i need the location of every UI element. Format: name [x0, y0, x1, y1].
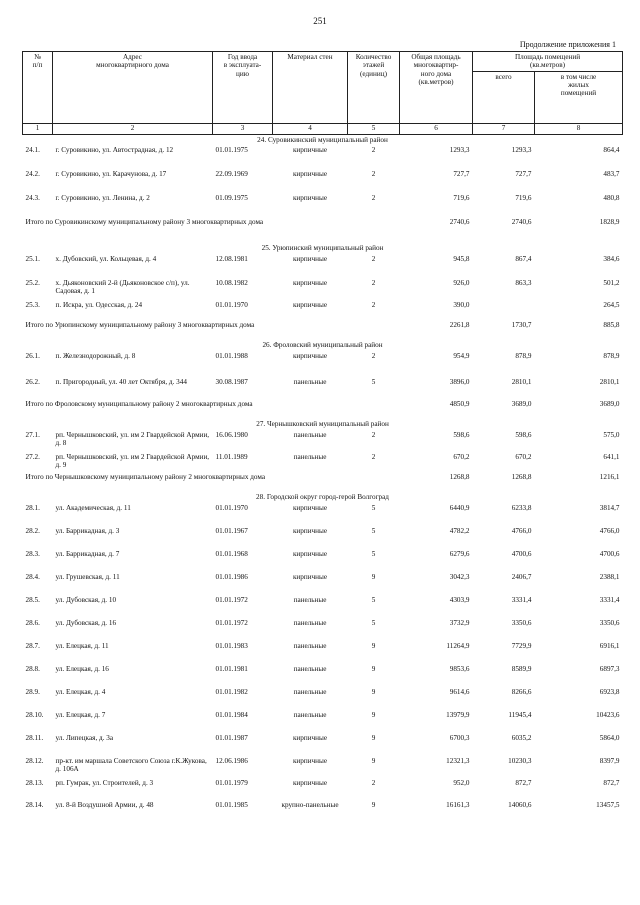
- table-row: [23, 572, 623, 595]
- floors-count: 2: [371, 301, 376, 310]
- wall-material: кирпичные: [292, 255, 328, 264]
- address: г. Суровикино, ул. Карачунова, д. 17: [55, 170, 167, 179]
- address: ул. Елецкая, д. 16: [55, 665, 109, 674]
- table-row: [23, 756, 623, 778]
- premises-living: 2810,1: [599, 378, 620, 387]
- commission-date: 01.01.1986: [215, 573, 248, 582]
- section-row: [23, 134, 623, 145]
- address: пр-кт. им маршала Советского Союза г.К.Жукова, д. 106А: [55, 757, 207, 774]
- table-row: [23, 641, 623, 664]
- total-area: 3896,0: [449, 378, 470, 387]
- address: х. Дьяконовский 2-й (Дьяконовское с/п), ул. Садовая, д. 1: [55, 279, 190, 296]
- address: п. Искра, ул. Одесская, д. 24: [55, 301, 143, 310]
- commission-date: 11.01.1989: [215, 453, 248, 462]
- commission-date: 01.01.1972: [215, 596, 248, 605]
- premises-all: 3689,0: [511, 400, 532, 409]
- total-area: 9614,6: [449, 688, 470, 697]
- premises-living: 384,6: [603, 255, 620, 264]
- header-index: 5: [348, 123, 400, 134]
- table-row: [23, 300, 623, 320]
- total-area: 390,0: [453, 301, 470, 310]
- address: ул. Грушевская, д. 11: [55, 573, 120, 582]
- premises-all: 598,6: [515, 431, 532, 440]
- premises-living: 8397,9: [599, 757, 620, 766]
- section-title: 27. Чернышковский муниципальный район: [256, 420, 389, 429]
- commission-date: 22.09.1969: [215, 170, 248, 179]
- floors-count: 9: [371, 734, 376, 743]
- premises-living: 501,2: [603, 279, 620, 288]
- premises-all: 719,6: [515, 194, 532, 203]
- header-premises-all: всего: [473, 71, 535, 123]
- total-area: 954,9: [453, 352, 470, 361]
- wall-material: кирпичные: [292, 734, 328, 743]
- table-row: [23, 595, 623, 618]
- commission-date: 12.08.1981: [215, 255, 248, 264]
- premises-living: 872,7: [603, 779, 620, 788]
- premises-all: 6035,2: [511, 734, 532, 743]
- commission-date: 01.01.1987: [215, 734, 248, 743]
- commission-date: 01.01.1970: [215, 504, 248, 513]
- wall-material: кирпичные: [292, 194, 328, 203]
- premises-living: 3350,6: [599, 619, 620, 628]
- address: ул. Академическая, д. 11: [55, 504, 131, 513]
- premises-all: 1268,8: [511, 473, 532, 482]
- total-label: Итого по Урюпинскому муниципальному району 3 многоквартирных дома: [25, 321, 255, 330]
- row-number: 28.2.: [25, 527, 40, 536]
- wall-material: панельные: [293, 688, 327, 697]
- address: ул. Липецкая, д. 3а: [55, 734, 114, 743]
- address: ул. Дубовская, д. 10: [55, 596, 117, 605]
- apartment-buildings-table: [22, 51, 623, 822]
- table-body: [23, 134, 623, 822]
- total-area: 4782,2: [449, 527, 470, 536]
- commission-date: 01.01.1988: [215, 352, 248, 361]
- wall-material: панельные: [293, 711, 327, 720]
- wall-material: кирпичные: [292, 504, 328, 513]
- table-row: [23, 278, 623, 300]
- premises-all: 7729,9: [511, 642, 532, 651]
- premises-living: 864,4: [603, 146, 620, 155]
- section-title: 25. Урюпинский муниципальный район: [261, 244, 384, 253]
- premises-all: 11945,4: [508, 711, 532, 720]
- premises-all: 14060,6: [508, 801, 532, 810]
- total-row: [23, 320, 623, 340]
- wall-material: панельные: [293, 619, 327, 628]
- table-row: [23, 145, 623, 169]
- wall-material: кирпичные: [292, 757, 328, 766]
- address: п. Пригородный, ул. 40 лет Октября, д. 344: [55, 378, 187, 387]
- total-label: Итого по Суровикинскому муниципальному району 3 многоквартирных дома: [25, 218, 264, 227]
- total-area: 6440,9: [449, 504, 470, 513]
- floors-count: 9: [371, 573, 376, 582]
- total-label: Итого по Чернышковскому муниципальному району 2 многоквартирных дома: [25, 473, 266, 482]
- premises-living: 483,7: [603, 170, 620, 179]
- total-area: 16161,3: [446, 801, 470, 810]
- premises-all: 1730,7: [511, 321, 532, 330]
- floors-count: 5: [371, 378, 376, 387]
- premises-living: 1216,1: [599, 473, 620, 482]
- section-title: 26. Фроловский муниципальный район: [262, 341, 383, 350]
- premises-all: 872,7: [515, 779, 532, 788]
- row-number: 27.1.: [25, 431, 40, 440]
- total-area: 12321,3: [446, 757, 470, 766]
- row-number: 24.2.: [25, 170, 40, 179]
- row-number: 28.5.: [25, 596, 40, 605]
- row-number: 28.7.: [25, 642, 40, 651]
- total-area: 727,7: [453, 170, 470, 179]
- premises-living: 3331,4: [599, 596, 620, 605]
- premises-living: 4766,0: [599, 527, 620, 536]
- section-row: [23, 340, 623, 351]
- commission-date: 01.01.1984: [215, 711, 248, 720]
- floors-count: 2: [371, 170, 376, 179]
- header-index: 4: [273, 123, 348, 134]
- premises-all: 8589,9: [511, 665, 532, 674]
- page-number: 251: [313, 16, 327, 26]
- floors-count: 5: [371, 527, 376, 536]
- floors-count: 2: [371, 453, 376, 462]
- commission-date: 01.01.1967: [215, 527, 248, 536]
- commission-date: 01.01.1975: [215, 146, 248, 155]
- commission-date: 30.08.1987: [215, 378, 248, 387]
- address: ул. 8-й Воздушной Армии, д. 48: [55, 801, 154, 810]
- commission-date: 01.01.1972: [215, 619, 248, 628]
- table-row: [23, 430, 623, 452]
- row-number: 28.6.: [25, 619, 40, 628]
- continuation-note: Продолжение приложения 1: [519, 40, 616, 49]
- floors-count: 5: [371, 550, 376, 559]
- floors-count: 5: [371, 619, 376, 628]
- premises-all: 4766,0: [511, 527, 532, 536]
- total-area: 719,6: [453, 194, 470, 203]
- premises-living: 3814,7: [599, 504, 620, 513]
- table-row: [23, 452, 623, 472]
- premises-all: [473, 300, 535, 320]
- header-index: 2: [53, 123, 213, 134]
- floors-count: 9: [371, 801, 376, 810]
- table-row: [23, 800, 623, 822]
- floors-count: 9: [371, 665, 376, 674]
- commission-date: 16.06.1980: [215, 431, 248, 440]
- premises-all: 670,2: [515, 453, 532, 462]
- header-premises-area: Площадь помещений (кв.метров): [473, 52, 623, 72]
- wall-material: кирпичные: [292, 573, 328, 582]
- total-row: [23, 472, 623, 492]
- total-area: 1268,8: [449, 473, 470, 482]
- row-number: 28.11.: [25, 734, 44, 743]
- floors-count: 9: [371, 642, 376, 651]
- header-year: Год ввода в эксплуата- цию: [213, 52, 273, 124]
- total-area: 3042,3: [449, 573, 470, 582]
- row-number: 27.2.: [25, 453, 40, 462]
- premises-living: 6897,3: [599, 665, 620, 674]
- row-number: 24.1.: [25, 146, 40, 155]
- address: рп. Гумрак, ул. Строителей, д. 3: [55, 779, 154, 788]
- floors-count: 2: [371, 194, 376, 203]
- address: п. Железнодорожный, д. 8: [55, 352, 136, 361]
- floors-count: 2: [371, 431, 376, 440]
- address: ул. Елецкая, д. 4: [55, 688, 106, 697]
- premises-all: 3350,6: [511, 619, 532, 628]
- wall-material: кирпичные: [292, 527, 328, 536]
- commission-date: 01.01.1970: [215, 301, 248, 310]
- premises-living: 6916,1: [599, 642, 620, 651]
- row-number: 28.9.: [25, 688, 40, 697]
- row-number: 28.12.: [25, 757, 44, 766]
- premises-living: 575,0: [603, 431, 620, 440]
- total-area: 11264,9: [446, 642, 470, 651]
- row-number: 25.3.: [25, 301, 40, 310]
- wall-material: панельные: [293, 665, 327, 674]
- commission-date: 01.01.1982: [215, 688, 248, 697]
- table-row: [23, 169, 623, 193]
- floors-count: 9: [371, 688, 376, 697]
- header-index: 1: [23, 123, 53, 134]
- header-index: 3: [213, 123, 273, 134]
- premises-all: 10230,3: [508, 757, 532, 766]
- address: ул. Елецкая, д. 11: [55, 642, 109, 651]
- commission-date: 01.01.1968: [215, 550, 248, 559]
- table-row: [23, 254, 623, 278]
- table-row: [23, 687, 623, 710]
- table-row: [23, 710, 623, 733]
- row-number: 28.13.: [25, 779, 44, 788]
- commission-date: 01.01.1985: [215, 801, 248, 810]
- total-area: 2261,8: [449, 321, 470, 330]
- commission-date: 01.01.1981: [215, 665, 248, 674]
- floors-count: 2: [371, 146, 376, 155]
- floors-count: 2: [371, 352, 376, 361]
- total-area: 3732,9: [449, 619, 470, 628]
- header-index: 8: [535, 123, 623, 134]
- commission-date: 01.01.1979: [215, 779, 248, 788]
- premises-living: 878,9: [603, 352, 620, 361]
- row-number: 26.1.: [25, 352, 40, 361]
- row-number: 28.4.: [25, 573, 40, 582]
- row-number: 28.10.: [25, 711, 44, 720]
- section-row: [23, 492, 623, 503]
- table-row: [23, 618, 623, 641]
- premises-all: 1293,3: [511, 146, 532, 155]
- wall-material: панельные: [293, 453, 327, 462]
- wall-material: кирпичные: [292, 550, 328, 559]
- address: ул. Баррикадная, д. 7: [55, 550, 120, 559]
- total-area: 952,0: [453, 779, 470, 788]
- premises-all: 6233,8: [511, 504, 532, 513]
- total-area: 598,6: [453, 431, 470, 440]
- premises-all: 863,3: [515, 279, 532, 288]
- row-number: 28.3.: [25, 550, 40, 559]
- section-row: [23, 243, 623, 254]
- section-title: 28. Городской округ город-герой Волгоград: [256, 493, 389, 502]
- total-area: 6700,3: [449, 734, 470, 743]
- floors-count: 2: [371, 279, 376, 288]
- wall-material: панельные: [293, 642, 327, 651]
- total-row: [23, 217, 623, 243]
- total-area: 9853,6: [449, 665, 470, 674]
- commission-date: 10.08.1982: [215, 279, 248, 288]
- total-area: 4850,9: [449, 400, 470, 409]
- address: ул. Баррикадная, д. 3: [55, 527, 120, 536]
- address: г. Суровикино, ул. Ленина, д. 2: [55, 194, 150, 203]
- row-number: 25.1.: [25, 255, 40, 264]
- premises-living: 264,5: [603, 301, 620, 310]
- wall-material: кирпичные: [292, 352, 328, 361]
- premises-all: 727,7: [515, 170, 532, 179]
- commission-date: 01.09.1975: [215, 194, 248, 203]
- commission-date: 12.06.1986: [215, 757, 248, 766]
- table-row: [23, 778, 623, 800]
- header-material: Материал стен: [273, 52, 348, 124]
- table-row: [23, 377, 623, 399]
- total-label: Итого по Фроловскому муниципальному району 2 многоквартирных дома: [25, 400, 253, 409]
- table-row: [23, 526, 623, 549]
- premises-living: 885,8: [603, 321, 620, 330]
- premises-living: 2388,1: [599, 573, 620, 582]
- premises-living: 480,8: [603, 194, 620, 203]
- table-row: [23, 664, 623, 687]
- wall-material: панельные: [293, 378, 327, 387]
- premises-all: 867,4: [515, 255, 532, 264]
- wall-material: кирпичные: [292, 170, 328, 179]
- floors-count: 9: [371, 757, 376, 766]
- row-number: 28.14.: [25, 801, 44, 810]
- row-number: 25.2.: [25, 279, 40, 288]
- total-area: 2740,6: [449, 218, 470, 227]
- address: ул. Дубовская, д. 16: [55, 619, 117, 628]
- wall-material: кирпичные: [292, 301, 328, 310]
- row-number: 26.2.: [25, 378, 40, 387]
- row-number: 28.8.: [25, 665, 40, 674]
- wall-material: кирпичные: [292, 279, 328, 288]
- premises-living: 641,1: [603, 453, 620, 462]
- premises-all: 2740,6: [511, 218, 532, 227]
- floors-count: 2: [371, 779, 376, 788]
- commission-date: 01.01.1983: [215, 642, 248, 651]
- premises-living: 1828,9: [599, 218, 620, 227]
- wall-material: кирпичные: [292, 146, 328, 155]
- header-total-area: Общая площадь многоквартир- ного дома (кв.метров): [400, 52, 473, 124]
- premises-all: 878,9: [515, 352, 532, 361]
- total-area: 4303,9: [449, 596, 470, 605]
- table-row: [23, 549, 623, 572]
- table-row: [23, 351, 623, 377]
- premises-living: 3689,0: [599, 400, 620, 409]
- total-row: [23, 399, 623, 419]
- table-row: [23, 193, 623, 217]
- wall-material: кирпичные: [292, 779, 328, 788]
- total-area: 926,0: [453, 279, 470, 288]
- header-premises-living: в том числе жилых помещений: [535, 71, 623, 123]
- premises-all: 2810,1: [511, 378, 532, 387]
- address: рп. Чернышковский, ул. им 2 Гвардейской Армии, д. 8: [55, 431, 210, 448]
- floors-count: 9: [371, 711, 376, 720]
- floors-count: 5: [371, 504, 376, 513]
- floors-count: 2: [371, 255, 376, 264]
- wall-material: панельные: [293, 431, 327, 440]
- section-row: [23, 419, 623, 430]
- total-area: 13979,9: [446, 711, 470, 720]
- premises-living: 6923,8: [599, 688, 620, 697]
- premises-living: 10423,6: [596, 711, 620, 720]
- header-num: № п/п: [23, 52, 53, 124]
- wall-material: крупно-панельные: [281, 801, 339, 810]
- header-index: 7: [473, 123, 535, 134]
- total-area: 6279,6: [449, 550, 470, 559]
- floors-count: 5: [371, 596, 376, 605]
- premises-all: 8266,6: [511, 688, 532, 697]
- premises-all: 4700,6: [511, 550, 532, 559]
- address: х. Дубовский, ул. Кольцевая, д. 4: [55, 255, 157, 264]
- premises-all: 2406,7: [511, 573, 532, 582]
- address: г. Суровикино, ул. Автострадная, д. 12: [55, 146, 174, 155]
- premises-all: 3331,4: [511, 596, 532, 605]
- header-floors: Количество этажей (единиц): [348, 52, 400, 124]
- table-row: [23, 733, 623, 756]
- total-area: 670,2: [453, 453, 470, 462]
- row-number: 24.3.: [25, 194, 40, 203]
- header-index: 6: [400, 123, 473, 134]
- row-number: 28.1.: [25, 504, 40, 513]
- total-area: 1293,3: [449, 146, 470, 155]
- address: рп. Чернышковский, ул. им 2 Гвардейской Армии, д. 9: [55, 453, 210, 470]
- table-row: [23, 503, 623, 526]
- premises-living: 5864,0: [599, 734, 620, 743]
- section-title: 24. Суровикинский муниципальный район: [257, 135, 388, 144]
- wall-material: панельные: [293, 596, 327, 605]
- address: ул. Елецкая, д. 7: [55, 711, 106, 720]
- total-area: 945,8: [453, 255, 470, 264]
- header-address: Адрес многоквартирного дома: [53, 52, 213, 124]
- premises-living: 13457,5: [596, 801, 620, 810]
- premises-living: 4700,6: [599, 550, 620, 559]
